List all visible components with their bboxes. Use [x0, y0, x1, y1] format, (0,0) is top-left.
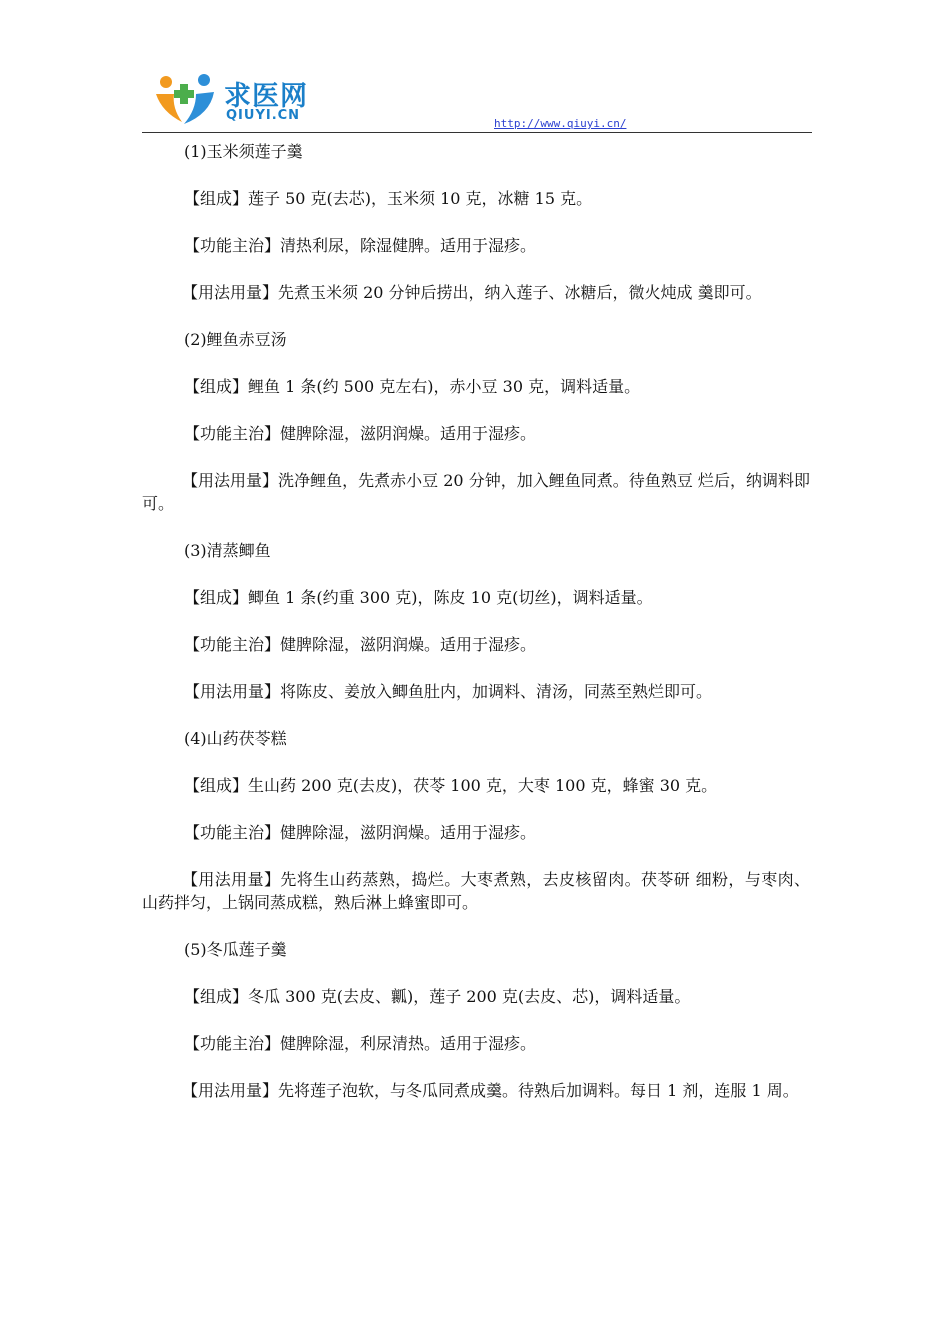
logo-text-en: QIUYI.CN [226, 108, 301, 123]
page-header [142, 66, 812, 134]
recipe-title: (2)鲤鱼赤豆汤 [184, 330, 287, 349]
recipe-usage: 【用法用量】将陈皮、姜放入鲫鱼肚内，加调料、清汤，同蒸至熟烂即可。 [184, 682, 713, 701]
recipe-title: (5)冬瓜莲子羹 [184, 940, 287, 959]
recipe-composition: 【组成】生山药 200 克(去皮)，茯苓 100 克，大枣 100 克，蜂蜜 30 克。 [184, 776, 718, 795]
site-url-link[interactable]: http://www.qiuyi.cn/ [494, 117, 627, 130]
document-body [142, 140, 810, 1102]
recipe-function: 【功能主治】健脾除湿，滋阴润燥。适用于湿疹。 [184, 823, 537, 842]
recipe-composition: 【组成】鲤鱼 1 条(约 500 克左右)，赤小豆 30 克，调料适量。 [184, 377, 641, 396]
recipe-usage: 【用法用量】洗净鲤鱼，先煮赤小豆 20 分钟，加入鲤鱼同煮。待鱼熟豆 烂后，纳调料即可。 [142, 471, 810, 513]
recipe-title: (1)玉米须莲子羹 [184, 142, 303, 161]
recipe-usage: 【用法用量】先将生山药蒸熟，捣烂。大枣煮熟，去皮核留肉。茯苓研 细粉，与枣肉、山药拌匀，上锅同蒸成糕，熟后淋上蜂蜜即可。 [142, 870, 810, 912]
header-divider [142, 132, 812, 133]
logo-text-cn: 求医网 [224, 81, 308, 112]
recipe-title: (4)山药茯苓糕 [184, 729, 287, 748]
recipe-function: 【功能主治】健脾除湿，滋阴润燥。适用于湿疹。 [184, 424, 537, 443]
recipe-function: 【功能主治】健脾除湿，利尿清热。适用于湿疹。 [184, 1034, 537, 1053]
qiuyi-logo[interactable] [152, 68, 332, 130]
logo-mark-icon [152, 68, 222, 130]
recipe-usage: 【用法用量】先将莲子泡软，与冬瓜同煮成羹。待熟后加调料。每日 1 剂，连服 1 周。 [182, 1081, 799, 1100]
recipe-function: 【功能主治】健脾除湿，滋阴润燥。适用于湿疹。 [184, 635, 537, 654]
recipe-composition: 【组成】鲫鱼 1 条(约重 300 克)，陈皮 10 克(切丝)，调料适量。 [184, 588, 653, 607]
recipe-composition: 【组成】冬瓜 300 克(去皮、瓤)，莲子 200 克(去皮、芯)，调料适量。 [184, 987, 691, 1006]
recipe-usage: 【用法用量】先煮玉米须 20 分钟后捞出，纳入莲子、冰糖后，微火炖成 羹即可。 [182, 283, 762, 302]
recipe-function: 【功能主治】清热利尿，除湿健脾。适用于湿疹。 [184, 236, 537, 255]
recipe-composition: 【组成】莲子 50 克(去芯)，玉米须 10 克，冰糖 15 克。 [184, 189, 593, 208]
recipe-title: (3)清蒸鲫鱼 [184, 541, 271, 560]
